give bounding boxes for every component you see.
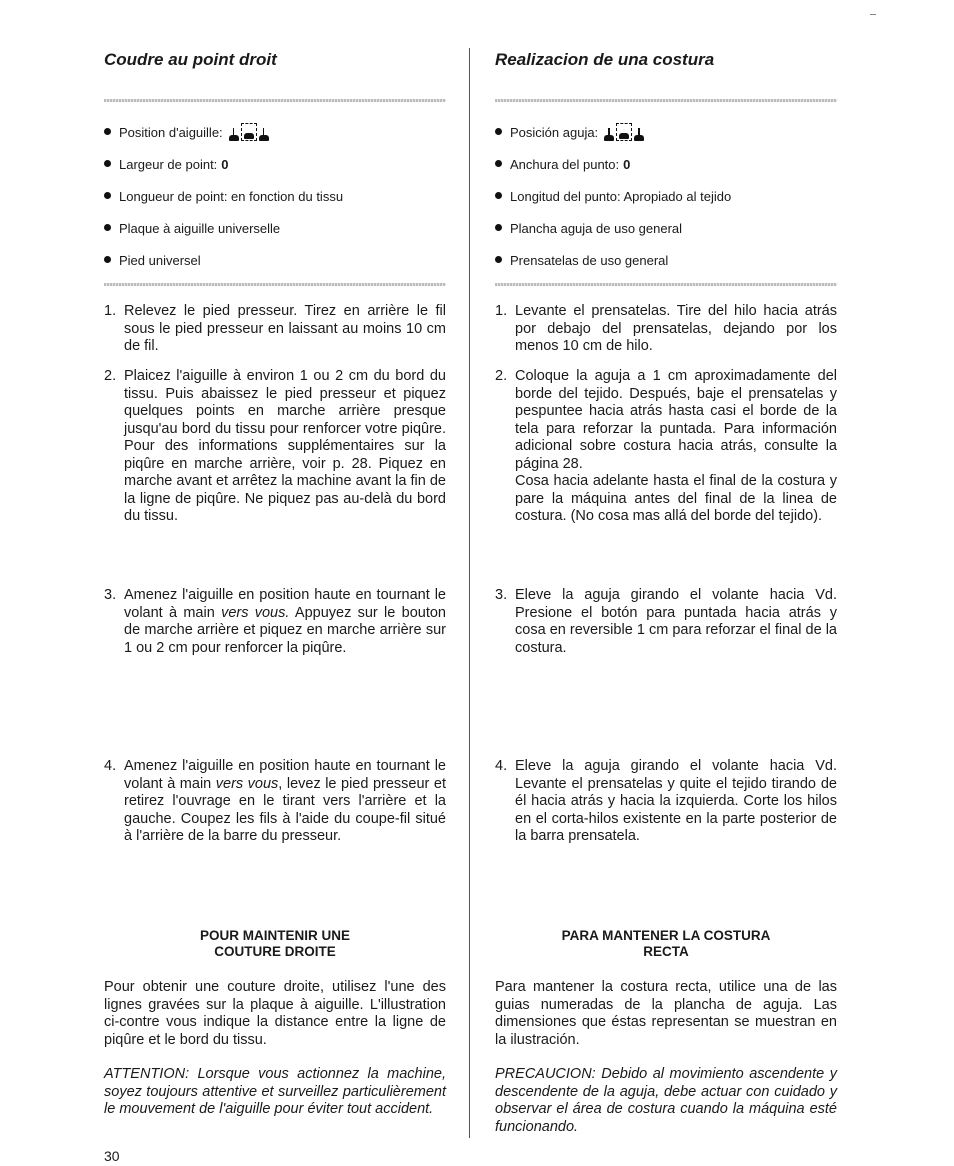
step-2-fr <box>104 368 446 526</box>
step-2-es <box>495 368 837 526</box>
step-text: Relevez le pied presseur. Tirez en arrière le fil sous le pied presseur en laissant au moins 10 cm de fil. <box>124 303 446 354</box>
setting-stitch-width-es <box>495 148 837 180</box>
step-text: Coloque la aguja a 1 cm aproximadamente del borde del tejido. Después, baje el prensatelas y pespuntee hacia atrás hasta casi el borde de la tela para reforzar la puntada. Para información adicional sobre costura hacia atrás, consulte la página 28. Cosa hacia adelante hasta el final de la costura y pare la máquina antes del final de la linea de costura. (No cosa mas allá del borde del tejido). <box>515 368 837 524</box>
rule-bottom-es <box>495 283 837 286</box>
step-4-es <box>495 758 837 846</box>
step-1-es <box>495 303 837 356</box>
needle-position-label: Position d'aiguille: <box>119 124 223 140</box>
setting-needle-plate-es: Plancha aguja de uso general <box>495 212 837 244</box>
step-number: 1. <box>104 303 117 319</box>
needle-position-label: Posición aguja: <box>510 124 599 140</box>
stitch-width-value: 0 <box>623 156 631 172</box>
corner-mark <box>870 14 876 15</box>
stitch-width-label: Largeur de point: <box>119 156 218 172</box>
step-number: 4. <box>495 758 508 774</box>
step-text: Plaicez l'aiguille à environ 1 ou 2 cm du bord du tissu. Puis abaissez le pied presseur et piquez quelques points en marche arrière presque jusqu'au bord du tissu pour renforcer votre piqûre. Pour des informations supplémentaires sur la piqûre en marche arrière, voir p. 28. Piquez en marche avant et arrêtez la machine avant la fin de la ligne de piqûre. Ne piquez pas au-delà du bord du tissu. <box>124 368 446 524</box>
setting-needle-position-fr <box>104 116 446 148</box>
stitch-width-label: Anchura del punto: <box>510 156 620 172</box>
setting-stitch-length-es: Longitud del punto: Apropiado al tejido <box>495 180 837 212</box>
step-4-fr <box>104 758 446 846</box>
setting-needle-plate-fr: Plaque à aiguille universelle <box>104 212 446 244</box>
warning-es: PRECAUCION: Debido al movimiento ascendente y descendente de la aguja, debe actuar con cuidado y observar el área de costura cuando la máquina esté funcionando. <box>495 1066 837 1135</box>
step-text: Eleve la aguja girando el volante hacia Vd. Levante el prensatelas y quite el tejido tirando de él hacia atrás y hacia la izquierda. Corte los hilos en el corta-hilos existente en la parte posterior de la barra prensatela. <box>515 758 837 844</box>
warning-fr: ATTENTION: Lorsque vous actionnez la machine, soyez toujours attentive et surveillez particulièrement le mouvement de l'aiguille pour éviter tout accident. <box>104 1066 446 1117</box>
step-1-fr <box>104 303 446 356</box>
settings-list-es <box>495 116 837 276</box>
step-number: 3. <box>104 587 117 603</box>
step-number: 1. <box>495 303 508 319</box>
step-text: Amenez l'aiguille en position haute en tournant le volant à main vers vous, levez le pied presseur et retirez l'ouvrage en le tirant vers l'arrière et la gauche. Coupez les fils à l'aide du coupe-fil situé à l'arrière de la barre du presseur. <box>124 758 446 844</box>
step-3-fr <box>104 587 446 657</box>
step-number: 2. <box>495 368 508 384</box>
needle-position-icon <box>604 123 644 141</box>
setting-needle-position-es <box>495 116 837 148</box>
rule-top-es <box>495 99 837 102</box>
page-number: 30 <box>104 1148 120 1164</box>
step-number: 2. <box>104 368 117 384</box>
setting-presser-foot-fr: Pied universel <box>104 244 446 276</box>
rule-bottom-fr <box>104 283 446 286</box>
paragraph-es: Para mantener la costura recta, utilice una de las guias numeradas de la plancha de aguja. Las dimensiones que éstas representan se muestran en la ilustración. <box>495 979 837 1048</box>
setting-presser-foot-es: Prensatelas de uso general <box>495 244 837 276</box>
section-title-es: Realizacion de una costura <box>495 50 715 69</box>
settings-list-fr <box>104 116 446 276</box>
needle-position-icon <box>229 123 269 141</box>
column-divider <box>469 48 470 1138</box>
step-3-es <box>495 587 837 657</box>
paragraph-fr: Pour obtenir une couture droite, utilisez l'une des lignes gravées sur la plaque à aiguille. L'illustration ci-contre vous indique la distance entre la ligne de piqûre et le bord du tissu. <box>104 979 446 1048</box>
step-text: Eleve la aguja girando el volante hacia Vd. Presione el botón para puntada hacia atrás y cosa en reversible 1 cm para reforzar el final de la costura. <box>515 587 837 656</box>
setting-stitch-length-fr: Longueur de point: en fonction du tissu <box>104 180 446 212</box>
step-text: Amenez l'aiguille en position haute en tournant le volant à main vers vous. Appuyez sur le bouton de marche arrière et piquez en marche arrière sur 1 ou 2 cm pour renforcer la piqûre. <box>124 587 446 656</box>
stitch-width-value: 0 <box>221 156 229 172</box>
step-text: Levante el prensatelas. Tire del hilo hacia atrás por debajo del prensatelas, dejando por los menos 10 cm de hilo. <box>515 303 837 354</box>
setting-stitch-width-fr <box>104 148 446 180</box>
subheading-es: PARA MANTENER LA COSTURA RECTA <box>561 928 771 959</box>
step-number: 4. <box>104 758 117 774</box>
step-number: 3. <box>495 587 508 603</box>
subheading-fr: POUR MAINTENIR UNE COUTURE DROITE <box>199 928 350 959</box>
rule-top-fr <box>104 99 446 102</box>
section-title-fr: Coudre au point droit <box>104 50 277 69</box>
